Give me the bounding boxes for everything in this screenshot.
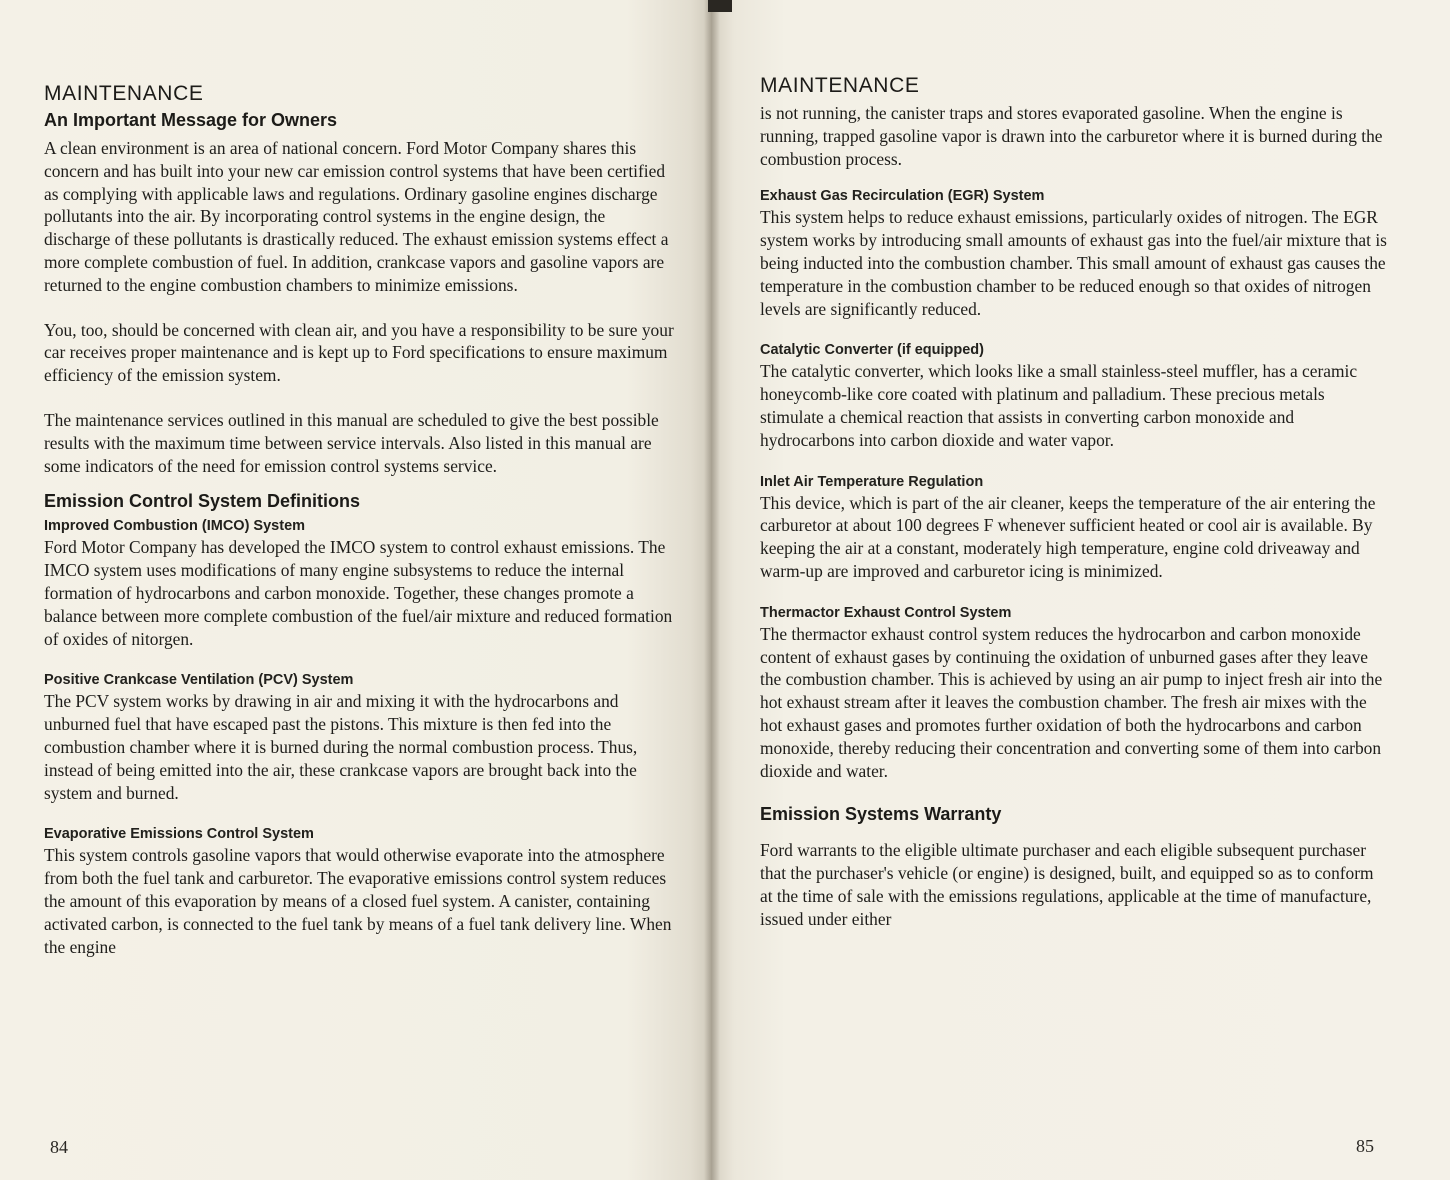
page-number: 85 [1356,1136,1374,1156]
definition-text: The thermactor exhaust control system reduces the hydrocarbon and carbon monoxide content of exhaust gases by continuing the oxidation of unburned gases after they leave the combustion chamber. This is achieved by using an air pump to inject fresh air into the hot exhaust stream after it leaves the combustion chamber. The fresh air mixes with the hot exhaust gases and promotes further oxidation of both the hydrocarbons and carbon monoxide, thereby reducing their concentration and converting some of them into carbon dioxide and water. [760,623,1383,781]
right-page-content [760,74,1390,953]
page-number: 84 [50,1137,68,1157]
section-title: MAINTENANCE [44,82,204,105]
definition-catalytic [760,342,1390,451]
definition-text: This system controls gasoline vapors that would otherwise evaporate into the atmosphere from both the fuel tank and carburetor. The evaporative emissions control system reduces the amount of this evaporation by means of a closed fuel system. A canister, containing activated carbon, is connected to the fuel tank by means of a fuel tank delivery line. When the engine [44,845,672,957]
definition-heading: Improved Combustion (IMCO) System [44,518,306,535]
definition-evap [44,826,674,958]
definition-thermactor [760,605,1390,783]
definition-text: This system helps to reduce exhaust emissions, particularly oxides of nitrogen. The EGR system works by introducing small amounts of exhaust gas into the fuel/air mixture that is being inducted into the combustion chamber. This small amount of exhaust gas causes the temperature in the combustion chamber to be reduced enough so that oxides of nitrogen levels are significantly reduced. [760,207,1387,319]
definition-text: Ford Motor Company has developed the IMCO system to control exhaust emissions. The IMCO system uses modifications of many engine subsystems to reduce the internal formation of hydrocarbons and carbon monoxide. Together, these changes promote a balance between more complete combustion of the fuel/air mixture and reduced formation of oxides of nitorgen. [44,537,673,649]
definition-heading: Evaporative Emissions Control System [44,826,314,843]
warranty-heading: Emission Systems Warranty [760,804,1002,825]
definition-heading: Positive Crankcase Ventilation (PCV) System [44,672,354,689]
definition-pcv [44,672,674,804]
book-gutter [704,0,720,1180]
page-85 [712,0,1450,1180]
definition-text: The PCV system works by drawing in air and mixing it with the hydrocarbons and unburned fuel that have escaped past the pistons. This mixture is then fed into the combustion chamber where it is burned during the normal combustion process. Thus, instead of being emitted into the air, these crankcase vapors are brought back into the system and burned. [44,691,638,803]
paragraph: You, too, should be concerned with clean air, and you have a responsibility to be sure your car receives proper maintenance and is kept up to Ford specifications to ensure maximum efficiency of the emission system. [44,319,674,386]
page-84 [0,0,712,1180]
binding-edge [708,0,732,12]
definition-heading: Exhaust Gas Recirculation (EGR) System [760,188,1045,205]
left-page-content [44,82,674,980]
definition-heading: Inlet Air Temperature Regulation [760,473,984,490]
definition-heading: Thermactor Exhaust Control System [760,604,1012,621]
definition-inlet-air [760,474,1390,583]
definition-text: The catalytic converter, which looks like a small stainless-steel muffler, has a ceramic honeycomb-like core coated with platinum and palladium. These precious metals stimulate a chemical reaction that assists in converting carbon monoxide and hydrocarbons into carbon dioxide and water vapor. [760,361,1358,450]
definition-text: This device, which is part of the air cleaner, keeps the temperature of the air entering the carburetor at about 100 degrees F whenever sufficient heated or cool air is available. By keeping the air at a constant, moderately high temperature, engine cold driveaway and warm-up are improved and carburetor icing is minimized. [760,492,1376,581]
warranty-text: Ford warrants to the eligible ultimate purchaser and each eligible subsequent purchaser that the purchaser's vehicle (or engine) is designed, built, and equipped so as to conform at the time of sale with the emissions regulations, applicable at the time of manufacture, issued under either [760,840,1374,929]
paragraph: A clean environment is an area of national concern. Ford Motor Company shares this concern and has built into your new car emission control systems that have been certified as complying with applicable laws and regulations. Ordinary gasoline engines discharge pollutants into the air. By incorporating control systems in the engine design, the discharge of these pollutants is drastically reduced. The exhaust emission systems effect a more complete combustion of fuel. In addition, crankcase vapors and gasoline vapors are returned to the engine combustion chambers to minimize emissions. [44,138,669,295]
definition-heading: Catalytic Converter (if equipped) [760,342,984,359]
paragraph: The maintenance services outlined in this manual are scheduled to give the best possible results with the maximum time between service intervals. Also listed in this manual are some indicators of the need for emission control systems service. [44,409,659,476]
definitions-heading: Emission Control System Definitions [44,491,361,512]
definition-egr [760,188,1390,320]
section-title: MAINTENANCE [760,74,920,97]
definition-imco [44,518,674,650]
continuation-text: is not running, the canister traps and stores evaporated gasoline. When the engine is running, trapped gasoline vapor is drawn into the carburetor where it is burned during the combustion process. [760,103,1383,169]
owners-message-heading: An Important Message for Owners [44,110,338,130]
